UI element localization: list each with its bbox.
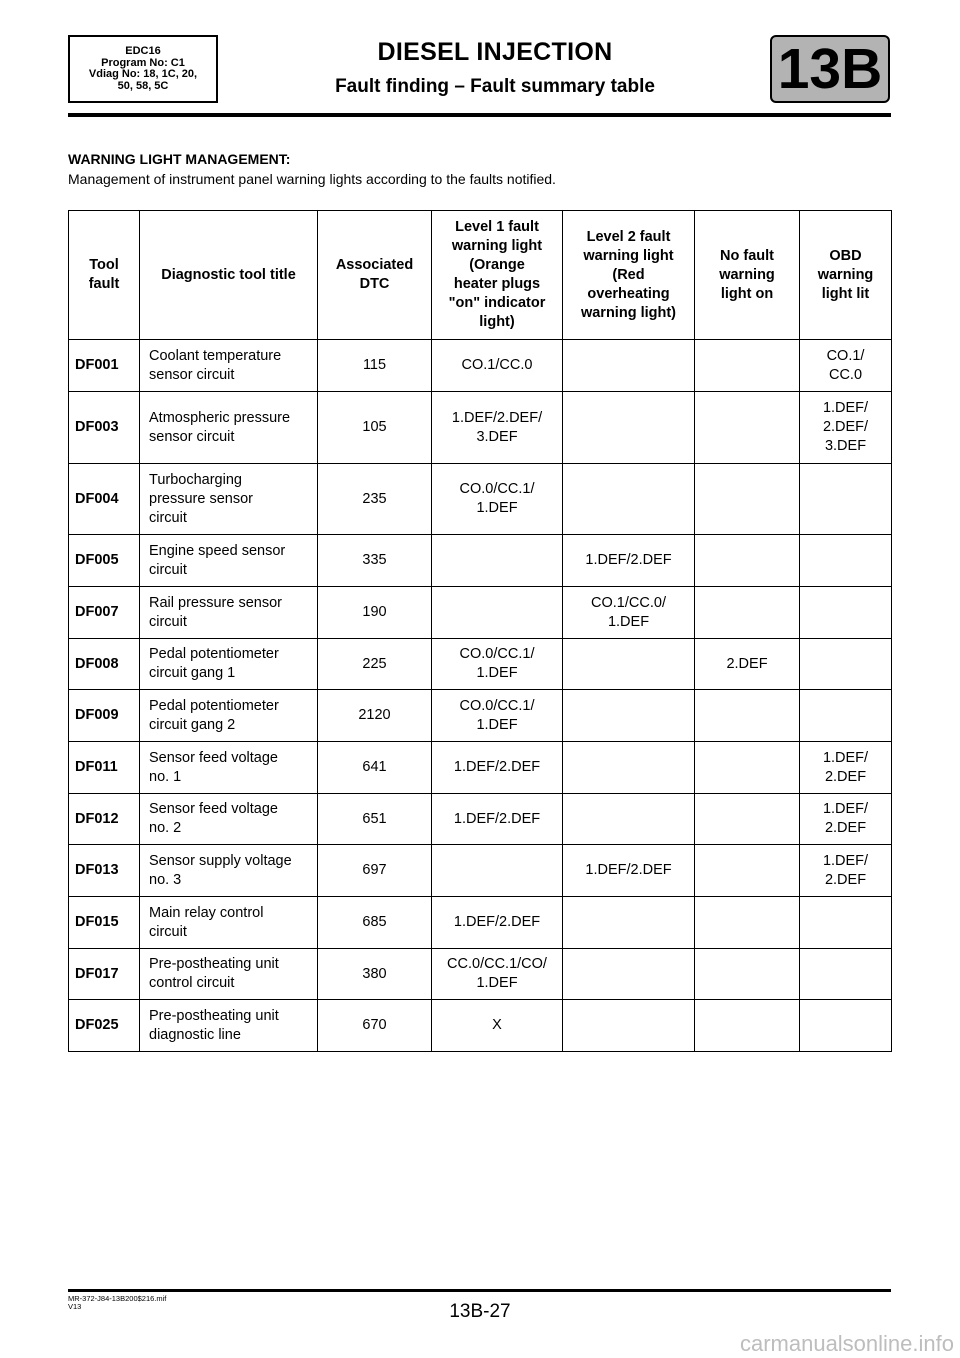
dtc-cell: 115 [318,340,432,392]
level2-light-cell [563,794,695,845]
diagnostic-title-cell: Rail pressure sensor circuit [140,587,318,639]
obd-light-cell [800,690,892,742]
obd-light-cell [800,639,892,690]
table-row [69,464,892,535]
no-fault-light-cell [695,742,800,794]
fault-code-cell: DF008 [69,639,140,690]
column-header-level2-light: Level 2 fault warning light (Red overheating warning light) [563,211,695,340]
level1-light-cell: CC.0/CC.1/CO/ 1.DEF [432,949,563,1000]
no-fault-light-cell [695,794,800,845]
fault-code-cell: DF003 [69,392,140,464]
version-label: V13 [68,1302,82,1311]
info-line: Vdiag No: 18, 1C, 20, [88,68,198,80]
watermark: carmanualsonline.info [739,1331,954,1356]
level2-light-cell [563,897,695,949]
level2-light-cell [563,690,695,742]
level1-light-cell: 1.DEF/2.DEF [432,742,563,794]
level2-light-cell [563,742,695,794]
level1-light-cell: CO.0/CC.1/ 1.DEF [432,690,563,742]
no-fault-light-cell [695,949,800,1000]
dtc-cell: 2120 [318,690,432,742]
level1-light-cell [432,845,563,897]
dtc-cell: 697 [318,845,432,897]
table-row [69,1000,892,1052]
info-line: EDC16 [125,45,161,57]
level2-light-cell [563,949,695,1000]
vehicle-info-box [68,35,218,103]
column-header-obd-light: OBD warning light lit [800,211,892,340]
diagnostic-title-cell: Pre-postheating unit control circuit [140,949,318,1000]
level1-light-cell: 1.DEF/2.DEF/ 3.DEF [432,392,563,464]
diagnostic-title-cell: Pedal potentiometer circuit gang 1 [140,639,318,690]
dtc-cell: 335 [318,535,432,587]
fault-code-cell: DF015 [69,897,140,949]
table-row [69,535,892,587]
dtc-cell: 225 [318,639,432,690]
table-row [69,845,892,897]
diagnostic-title-cell: Sensor feed voltage no. 2 [140,794,318,845]
diagnostic-title-cell: Engine speed sensor circuit [140,535,318,587]
fault-code-cell: DF007 [69,587,140,639]
no-fault-light-cell [695,464,800,535]
obd-light-cell: 1.DEF/ 2.DEF [800,794,892,845]
dtc-cell: 670 [318,1000,432,1052]
column-header-associated-dtc: Associated DTC [318,211,432,340]
info-line: 50, 58, 5C [117,79,169,92]
fault-code-cell: DF012 [69,794,140,845]
no-fault-light-cell [695,845,800,897]
obd-light-cell [800,587,892,639]
diagnostic-title-cell: Pre-postheating unit diagnostic line [140,1000,318,1052]
dtc-cell: 641 [318,742,432,794]
source-file-ref: MR-372-J84-13B200$216.mif [68,1294,167,1303]
table-row [69,742,892,794]
page-subtitle: Fault finding – Fault summary table [335,76,655,97]
obd-light-cell [800,949,892,1000]
column-header-no-fault-light: No fault warning light on [695,211,800,340]
table-header-row [69,211,892,340]
level2-light-cell [563,639,695,690]
level1-light-cell: X [432,1000,563,1052]
diagnostic-title-cell: Turbocharging pressure sensor circuit [140,464,318,535]
dtc-cell: 380 [318,949,432,1000]
obd-light-cell [800,535,892,587]
info-line: Program No: C1 [101,56,185,69]
level2-light-cell [563,392,695,464]
table-row [69,392,892,464]
fault-code-cell: DF009 [69,690,140,742]
fault-code-cell: DF011 [69,742,140,794]
level2-light-cell: CO.1/CC.0/ 1.DEF [563,587,695,639]
level1-light-cell [432,535,563,587]
level1-light-cell: CO.0/CC.1/ 1.DEF [432,639,563,690]
no-fault-light-cell [695,897,800,949]
header-divider [68,113,891,117]
obd-light-cell: CO.1/ CC.0 [800,340,892,392]
table-row [69,897,892,949]
page-number: 13B-27 [449,1301,511,1322]
obd-light-cell: 1.DEF/ 2.DEF/ 3.DEF [800,392,892,464]
table-row [69,639,892,690]
no-fault-light-cell [695,1000,800,1052]
diagnostic-title-cell: Sensor feed voltage no. 1 [140,742,318,794]
no-fault-light-cell: 2.DEF [695,639,800,690]
column-header-diagnostic-title: Diagnostic tool title [140,211,318,340]
no-fault-light-cell [695,587,800,639]
level1-light-cell: CO.0/CC.1/ 1.DEF [432,464,563,535]
fault-summary-table [68,210,892,1052]
obd-light-cell [800,464,892,535]
diagnostic-title-cell: Pedal potentiometer circuit gang 2 [140,690,318,742]
footer-divider [68,1289,891,1292]
no-fault-light-cell [695,392,800,464]
section-code-badge: 13B [770,35,890,103]
table-row [69,587,892,639]
level2-light-cell [563,1000,695,1052]
dtc-cell: 651 [318,794,432,845]
level2-light-cell: 1.DEF/2.DEF [563,845,695,897]
level2-light-cell [563,340,695,392]
diagnostic-title-cell: Sensor supply voltage no. 3 [140,845,318,897]
no-fault-light-cell [695,535,800,587]
fault-code-cell: DF005 [69,535,140,587]
fault-code-cell: DF004 [69,464,140,535]
table-row [69,690,892,742]
level2-light-cell [563,464,695,535]
table-row [69,949,892,1000]
obd-light-cell [800,897,892,949]
dtc-cell: 685 [318,897,432,949]
level1-light-cell [432,587,563,639]
fault-code-cell: DF001 [69,340,140,392]
page-title: DIESEL INJECTION [377,38,613,66]
diagnostic-title-cell: Coolant temperature sensor circuit [140,340,318,392]
section-heading: WARNING LIGHT MANAGEMENT: [68,151,291,167]
level1-light-cell: CO.1/CC.0 [432,340,563,392]
diagnostic-title-cell: Atmospheric pressure sensor circuit [140,392,318,464]
obd-light-cell [800,1000,892,1052]
section-description: Management of instrument panel warning lights according to the faults notified. [68,171,556,187]
fault-code-cell: DF013 [69,845,140,897]
level1-light-cell: 1.DEF/2.DEF [432,897,563,949]
fault-code-cell: DF017 [69,949,140,1000]
level2-light-cell: 1.DEF/2.DEF [563,535,695,587]
dtc-cell: 105 [318,392,432,464]
obd-light-cell: 1.DEF/ 2.DEF [800,742,892,794]
fault-code-cell: DF025 [69,1000,140,1052]
obd-light-cell: 1.DEF/ 2.DEF [800,845,892,897]
no-fault-light-cell [695,690,800,742]
table-row [69,340,892,392]
level1-light-cell: 1.DEF/2.DEF [432,794,563,845]
diagnostic-title-cell: Main relay control circuit [140,897,318,949]
dtc-cell: 235 [318,464,432,535]
table-row [69,794,892,845]
column-header-level1-light: Level 1 fault warning light (Orange heater plugs "on" indicator light) [432,211,563,340]
no-fault-light-cell [695,340,800,392]
column-header-tool-fault: Tool fault [69,211,140,340]
dtc-cell: 190 [318,587,432,639]
